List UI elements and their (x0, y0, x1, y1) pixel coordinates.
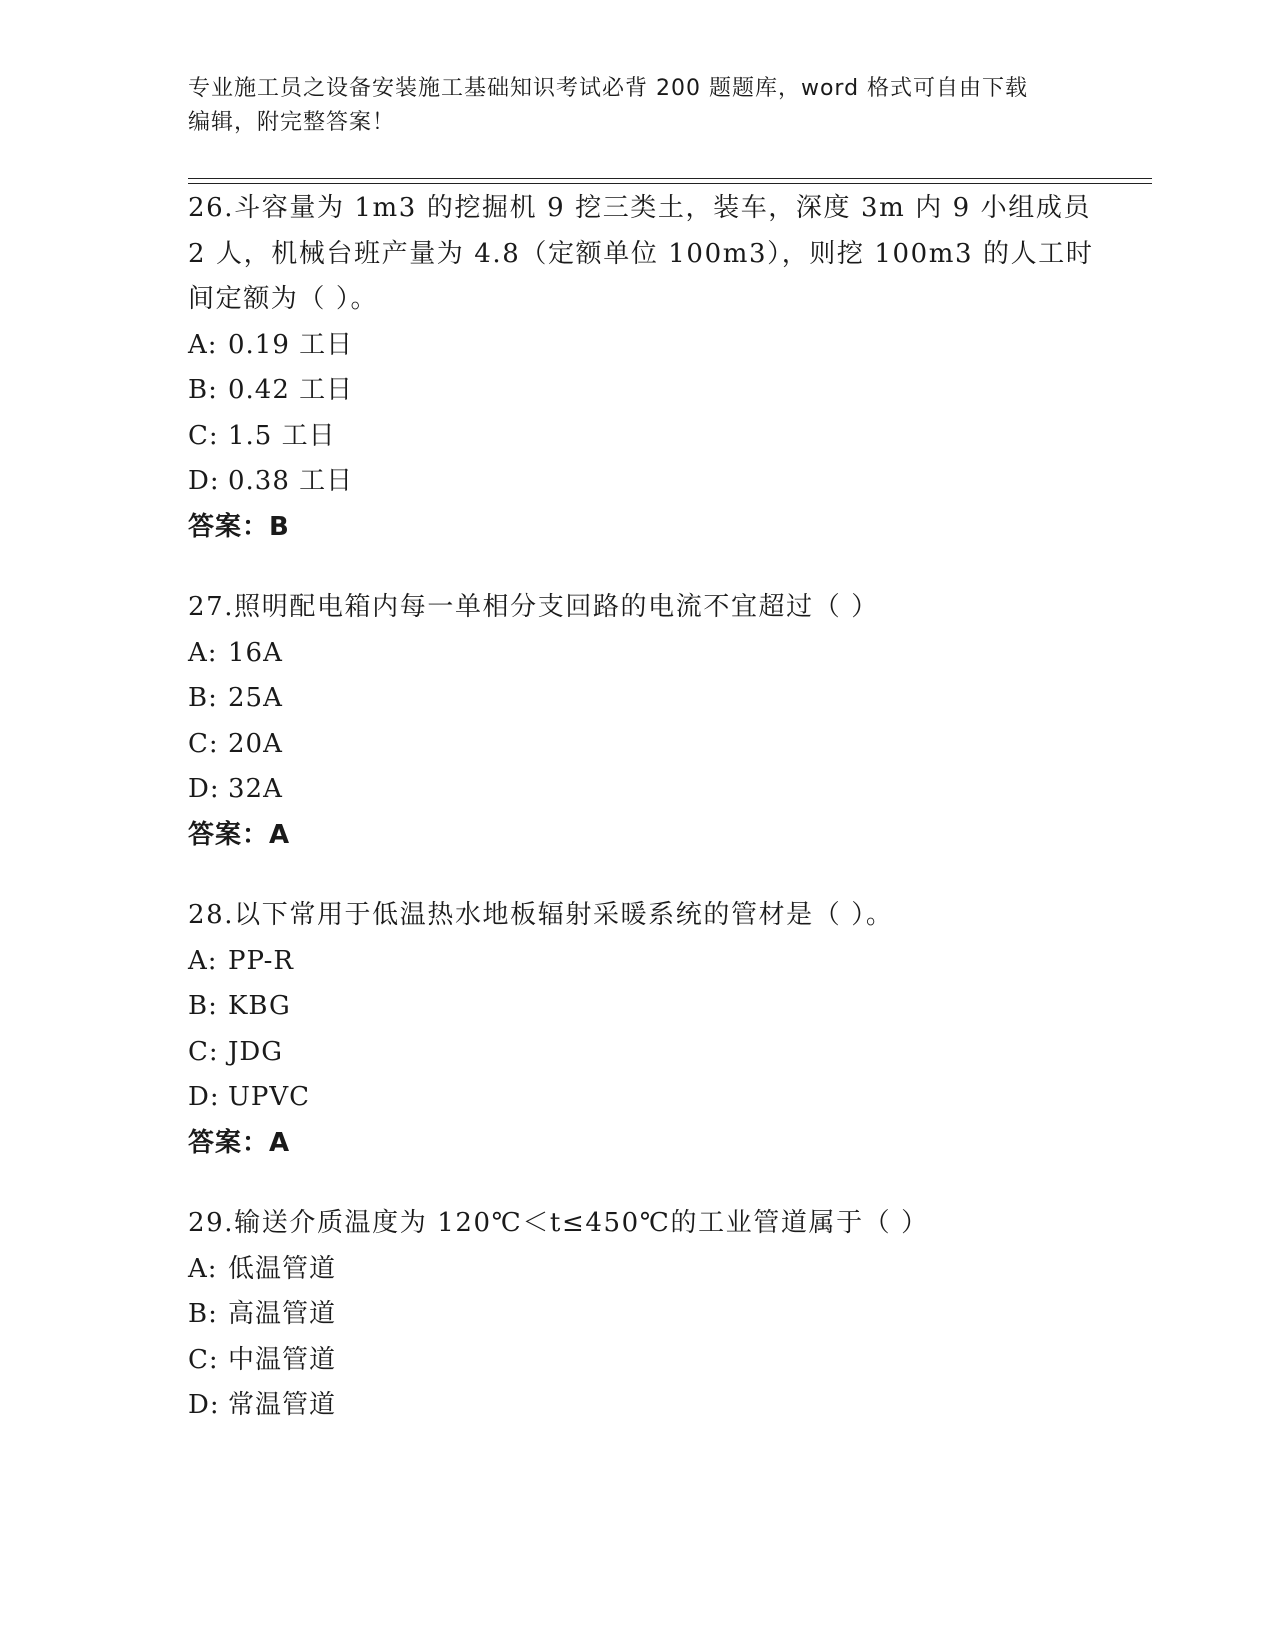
option-a (188, 1247, 1088, 1293)
option-text: 中温管道 (228, 1344, 337, 1375)
option-text: 低温管道 (228, 1253, 337, 1284)
header-title-line-2: 编辑，附完整答案！ (188, 110, 396, 135)
option-text: 0.38 工日 (228, 466, 354, 496)
question-text-line: 26.斗容量为 1m3 的挖掘机 9 挖三类土，装车，深度 3m 内 9 小组成员 (188, 193, 1092, 223)
question-text-line: 29.输送介质温度为 120℃＜t≤450℃的工业管道属于（ ） (188, 1208, 929, 1238)
option-c (188, 1030, 1088, 1076)
option-text: 常温管道 (228, 1390, 337, 1420)
question-26 (188, 186, 1094, 550)
option-a (188, 631, 1088, 677)
option-text: 1.5 工日 (228, 420, 336, 451)
option-b (188, 368, 1088, 414)
answer-label: 答案：A (188, 1127, 291, 1158)
option-a (188, 939, 1088, 985)
option-text: JDG (228, 1036, 284, 1067)
question-27 (188, 585, 1088, 858)
option-letter: A: (188, 945, 218, 976)
option-text: 25A (228, 683, 283, 713)
option-c (188, 414, 1088, 460)
option-letter: C: (188, 728, 219, 759)
document-header (188, 72, 1068, 140)
option-letter: B: (188, 683, 218, 713)
question-text-line: 27.照明配电箱内每一单相分支回路的电流不宜超过（ ） (188, 592, 879, 622)
option-b (188, 1292, 1088, 1338)
header-divider-bottom (188, 183, 1152, 184)
option-text: 高温管道 (228, 1299, 337, 1329)
question-text-line: 2 人，机械台班产量为 4.8（定额单位 100m3），则挖 100m3 的人工时 (188, 238, 1094, 269)
header-title-line-1: 专业施工员之设备安装施工基础知识考试必背 200 题题库，word 格式可自由下载 (188, 76, 1029, 101)
option-letter: C: (188, 1036, 219, 1067)
option-letter: A: (188, 329, 218, 360)
option-letter: D: (188, 774, 220, 804)
option-letter: A: (188, 637, 218, 668)
option-text: 16A (228, 637, 283, 668)
option-letter: A: (188, 1253, 218, 1284)
option-d (188, 1075, 1088, 1121)
question-28 (188, 893, 1088, 1166)
option-a (188, 323, 1088, 369)
option-d (188, 767, 1088, 813)
option-letter: C: (188, 1344, 219, 1375)
option-text: 0.19 工日 (228, 329, 354, 360)
option-letter: D: (188, 1390, 220, 1420)
question-29 (188, 1201, 1088, 1429)
option-text: 32A (228, 774, 283, 804)
option-d (188, 1383, 1088, 1429)
option-c (188, 1338, 1088, 1384)
option-letter: B: (188, 375, 218, 405)
option-text: 0.42 工日 (228, 375, 354, 405)
option-b (188, 984, 1088, 1030)
option-letter: D: (188, 466, 220, 496)
header-divider-top (188, 178, 1152, 179)
option-text: UPVC (228, 1082, 311, 1112)
question-text-line: 间定额为（ ）。 (188, 284, 379, 314)
option-text: 20A (228, 728, 283, 759)
question-list (188, 186, 1094, 1464)
option-letter: C: (188, 420, 219, 451)
answer-label: 答案：B (188, 511, 290, 542)
option-d (188, 459, 1088, 505)
option-c (188, 722, 1088, 768)
option-text: KBG (228, 991, 291, 1021)
option-text: PP-R (228, 945, 294, 976)
option-letter: B: (188, 1299, 218, 1329)
answer-label: 答案：A (188, 819, 291, 850)
option-b (188, 676, 1088, 722)
option-letter: B: (188, 991, 218, 1021)
question-text-line: 28.以下常用于低温热水地板辐射采暖系统的管材是（ ）。 (188, 900, 894, 930)
option-letter: D: (188, 1082, 220, 1112)
